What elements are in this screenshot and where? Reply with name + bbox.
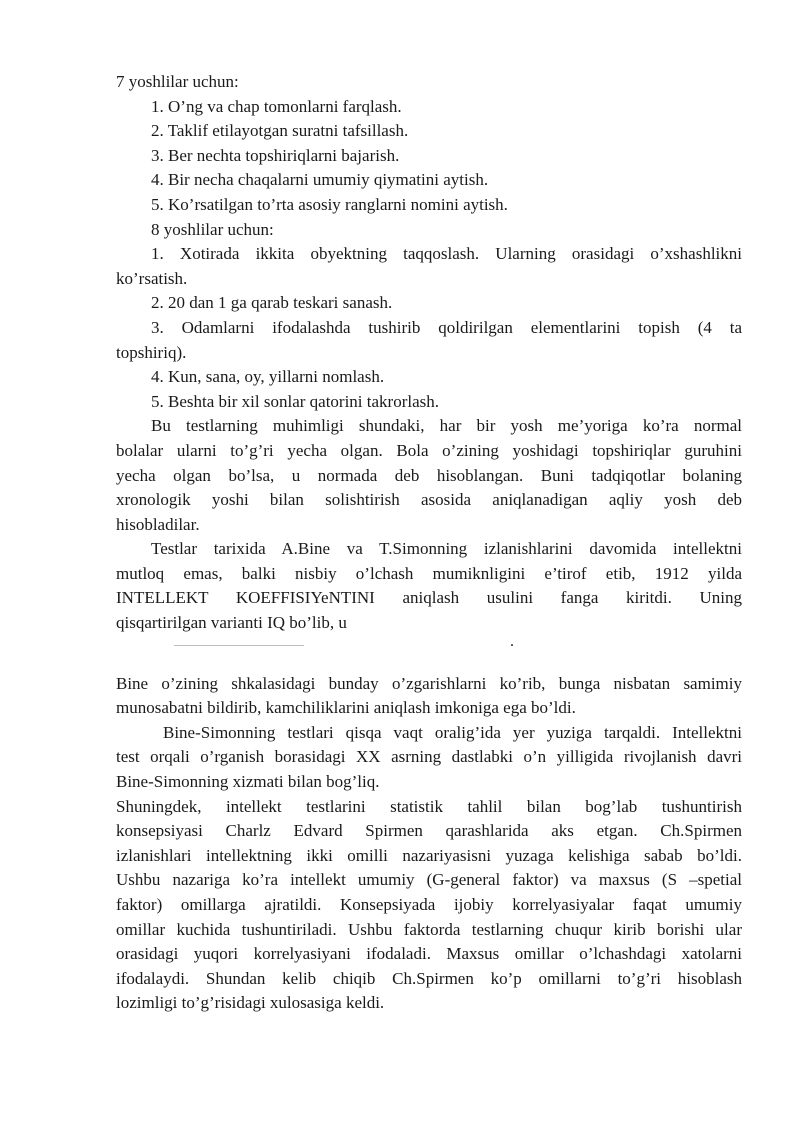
list-item: 3. Ber nechta topshiriqlarni bajarish. <box>151 145 400 165</box>
list-item: 1. O’ng va chap tomonlarni farqlash. <box>151 96 402 116</box>
paragraph-line: Testlar tarixida A.Bine va T.Simonning izlanishlarini davomida intellektni <box>151 539 742 559</box>
list-item: 5. Ko’rsatilgan to’rta asosiy ranglarni nomini aytish. <box>151 194 508 214</box>
list-item: 4. Bir necha chaqalarni umumiy qiymatini aytish. <box>151 170 489 190</box>
paragraph-line: izlanishlari intellektning ikki omilli nazariyasisni yuzaga kelishiga sabab bo’ldi. <box>116 845 742 865</box>
paragraph-line: munosabatni bildirib, kamchiliklarini aniqlash imkoniga ega bo’ldi. <box>116 698 576 718</box>
paragraph-line: Bu testlarning muhimligi shundaki, har bir yosh me’yoriga ko’ra normal <box>151 416 742 436</box>
list-item: 4. Kun, sana, oy, yillarni nomlash. <box>151 367 385 387</box>
paragraph-line: konsepsiyasi Charlz Edvard Spirmen qarashlarida aks etgan. Ch.Spirmen <box>116 821 742 841</box>
list-item: 3. Odamlarni ifodalashda tushirib qoldirilgan elementlarini topish (4 ta <box>151 317 742 337</box>
paragraph-line: Shuningdek, intellekt testlarini statistik tahlil bilan bog’lab tushuntirish <box>116 796 742 816</box>
paragraph-line: bolalar ularni to’g’ri yecha olgan. Bola o’zining yoshidagi topshiriqlar guruhini <box>116 440 742 460</box>
paragraph-line: lozimligi to’g’risidagi xulosasiga keldi. <box>116 993 385 1013</box>
text-line: 7 yoshlilar uchun: <box>116 72 239 91</box>
paragraph-line: yecha olgan bo’lsa, u normada deb hisoblangan. Buni tadqiqotlar bolaning <box>116 465 742 485</box>
paragraph-line: test orqali o’rganish borasidagi XX asrning dastlabki o’n yilligida rivojlanish davri <box>116 747 742 767</box>
footnote-separator <box>116 632 742 662</box>
text-line: topshiriq). <box>116 342 187 362</box>
paragraph-line: Ushbu nazariga ko’ra intellekt umumiy (G-general faktor) va maxsus (S –spetial <box>116 870 742 890</box>
paragraph-line: ifodalaydi. Shundan kelib chiqib Ch.Spirmen ko’p omillarni to’g’ri hisoblash <box>116 968 742 988</box>
separator-rule <box>174 645 304 646</box>
list-item: 2. Taklif etilayotgan suratni tafsillash. <box>151 121 409 141</box>
paragraph-line: faktor) omillarga ajratildi. Konsepsiyada ijobiy korrelyasiyalar faqat umumiy <box>116 895 742 914</box>
paragraph-line: mutloq emas, balki nisbiy o’lchash mumiknligini e’tirof etib, 1912 yilda <box>116 563 742 583</box>
list-item: 2. 20 dan 1 ga qarab teskari sanash. <box>151 293 393 313</box>
paragraph-line: xronologik yoshi bilan solishtirish asosida aniqlanadigan aqliy yosh deb <box>116 490 742 510</box>
paragraph-line: INTELLEKT KOEFFISIYeNTINI aniqlash usulini fanga kiritdi. Uning <box>116 588 742 608</box>
list-item: 1. Xotirada ikkita obyektning taqqoslash. Ularning orasidagi o’xshashlikni <box>151 244 742 264</box>
document-body <box>116 70 742 1016</box>
stray-dot: . <box>510 632 514 650</box>
paragraph-line: Bine o’zining shkalasidagi bunday o’zgarishlarni ko’rib, bunga nisbatan samimiy <box>116 673 742 693</box>
section-heading: 8 yoshlilar uchun: <box>151 219 274 239</box>
text-line: ko’rsatish. <box>116 268 188 288</box>
list-item: 5. Beshta bir xil sonlar qatorini takrorlash. <box>151 391 439 411</box>
paragraph-line: qisqartirilgan varianti IQ bo’lib, u <box>116 613 347 633</box>
paragraph-line: hisobladilar. <box>116 514 200 534</box>
paragraph-line: omillar kuchida tushuntiriladi. Ushbu faktorda testlarning chuqur kirib borishi ular <box>116 919 742 939</box>
paragraph-line: Bine-Simonning testlari qisqa vaqt oralig’ida yer yuziga tarqaldi. Intellektni <box>163 722 742 742</box>
paragraph-line: orasidagi yuqori korrelyasiyani ifodaladi. Maxsus omillar o’lchashdagi xatolarni <box>116 944 742 964</box>
paragraph-line: Bine-Simonning xizmati bilan bog’liq. <box>116 772 380 792</box>
